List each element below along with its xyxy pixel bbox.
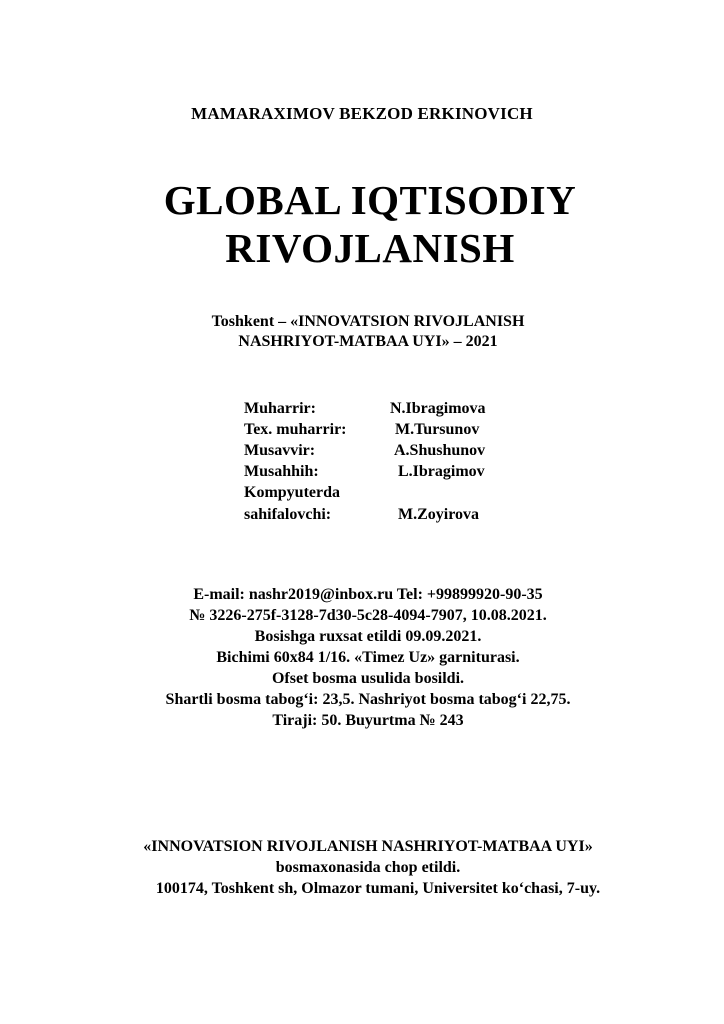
credit-name-proofreader: L.Ibragimov <box>398 463 485 480</box>
credit-role-layout-line-2: sahifalovchi: <box>244 506 332 523</box>
author-name: MAMARAXIMOV BEKZOD ERKINOVICH <box>191 104 533 123</box>
imprint-sheets: Shartli bosma tabog‘i: 23,5. Nashriyot bosma tabog‘i 22,75. <box>165 691 571 708</box>
credit-role-artist: Musavvir: <box>244 442 316 459</box>
printer-address: 100174, Toshkent sh, Olmazor tumani, Universitet ko‘chasi, 7-uy. <box>155 880 601 897</box>
imprint-print-method: Ofset bosma usulida bosildi. <box>271 670 465 687</box>
credit-name-tech-editor: M.Tursunov <box>395 421 480 438</box>
publisher-line-2: NASHRIYOT-MATBAA UYI» – 2021 <box>238 333 498 350</box>
imprint-print-permission: Bosishga ruxsat etildi 09.09.2021. <box>254 628 482 645</box>
imprint-license: № 3226-275f-3128-7d30-5c28-4094-7907, 10.08.2021. <box>189 607 547 624</box>
imprint-contact: E-mail: nashr2019@inbox.ru Tel: +99899920-90-35 <box>193 586 543 603</box>
publisher-line-1: Toshkent – «INNOVATSION RIVOJLANISH <box>211 313 525 330</box>
credit-name-artist: A.Shushunov <box>394 442 486 459</box>
printer-name: «INNOVATSION RIVOJLANISH NASHRIYOT-MATBAA UYI» <box>143 838 593 855</box>
credit-role-tech-editor: Tex. muharrir: <box>244 421 347 438</box>
printer-note: bosmaxonasida chop etildi. <box>275 859 461 876</box>
credit-role-editor: Muharrir: <box>244 400 316 417</box>
credit-name-layout: M.Zoyirova <box>398 506 480 523</box>
imprint-format: Bichimi 60x84 1/16. «Timez Uz» garniturasi. <box>216 649 520 666</box>
book-title-line-1: GLOBAL IQTISODIY <box>163 177 577 223</box>
imprint-circulation: Tiraji: 50. Buyurtma № 243 <box>272 712 464 729</box>
credit-name-editor: N.Ibragimova <box>390 400 486 417</box>
credit-role-layout-line-1: Kompyuterda <box>244 484 340 501</box>
credit-role-proofreader: Musahhih: <box>244 463 319 480</box>
book-title-line-2: RIVOJLANISH <box>225 225 515 271</box>
